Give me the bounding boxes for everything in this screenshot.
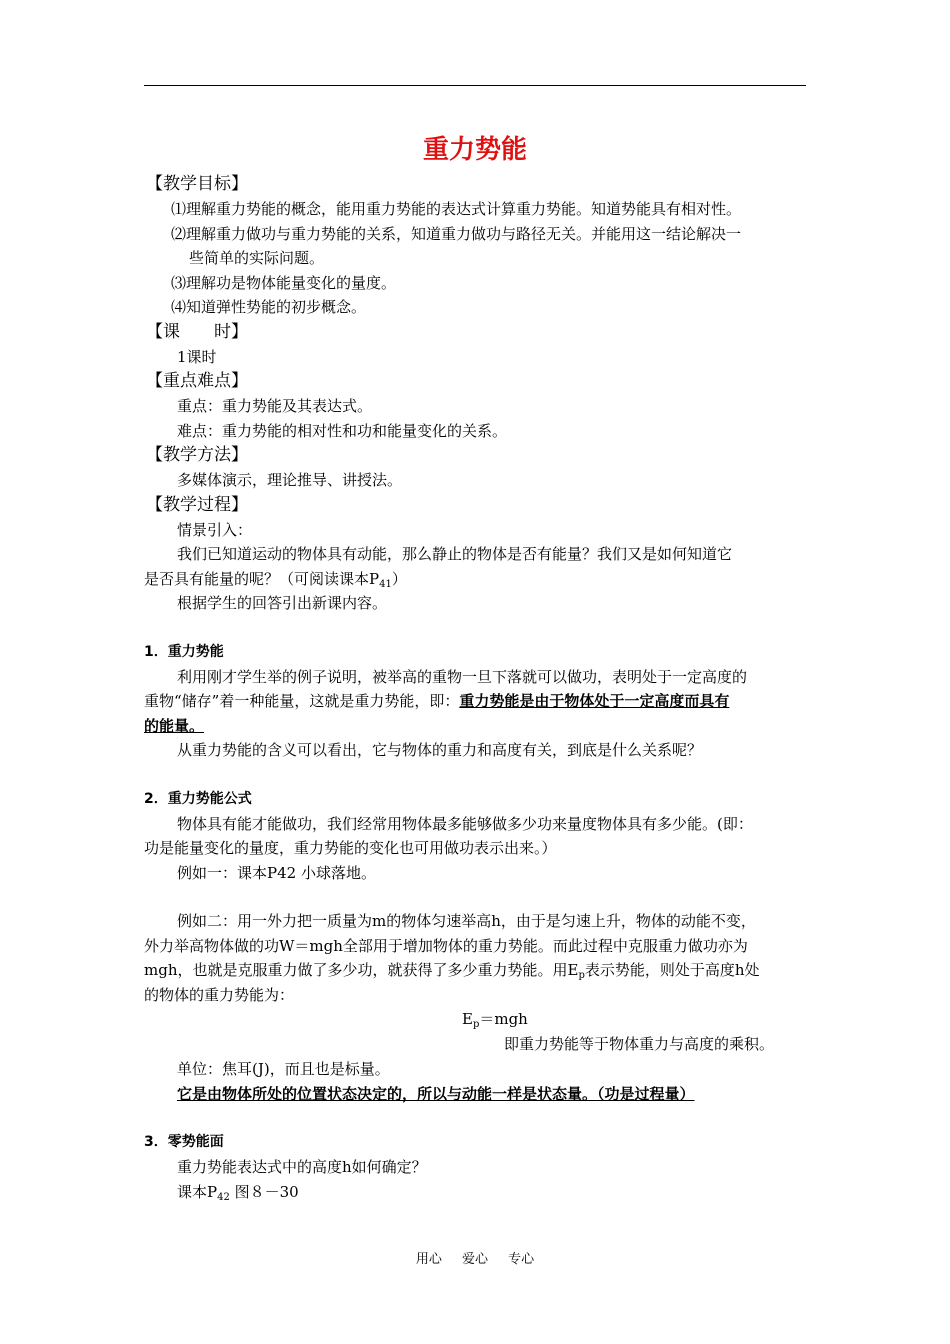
header-rule xyxy=(144,85,806,86)
section-1-question: 从重力势能的含义可以看出，它与物体的重力和高度有关，到底是什么关系呢？ xyxy=(177,741,703,759)
goal-item: ⑶理解功是物体能量变化的量度。 xyxy=(171,273,397,292)
heading-process: 【教学过程】 xyxy=(146,494,248,515)
page-title: 重力势能 xyxy=(422,135,527,165)
section-2-text: 功是能量变化的量度，重力势能的变化也可用做功表示出来。） xyxy=(144,839,557,857)
example-2-text: 的物体的重力势能为： xyxy=(144,985,295,1004)
heading-class-hours: 【课 时】 xyxy=(146,321,248,342)
unit-text: 单位：焦耳(J)，而且也是标量。 xyxy=(177,1060,390,1078)
document-body xyxy=(144,128,806,1204)
goal-item-continued: 些简单的实际问题。 xyxy=(189,249,325,267)
intro-paragraph-2: 根据学生的回答引出新课内容。 xyxy=(177,594,388,612)
gravity-potential-definition: 重力势能是由于物体处于一定高度而具有 xyxy=(459,692,730,710)
section-1-text xyxy=(144,714,806,739)
goal-item: ⑴理解重力势能的概念，能用重力势能的表达式计算重力势能。知道势能具有相对性。 xyxy=(171,200,742,218)
heading-key-points: 【重点难点】 xyxy=(146,371,248,391)
formula: $E_p=mgh$ xyxy=(462,1010,528,1030)
footer-text: 爱心 xyxy=(461,1252,488,1267)
key-point: 重点：重力势能及其表达式。 xyxy=(177,397,373,415)
section-3-heading: 3．零势能面 xyxy=(144,1134,224,1150)
state-quantity-statement: 它是由物体所处的位置状态决定的，所以与动能一样是状态量。（功是过程量） xyxy=(177,1084,695,1103)
intro-paragraph-line: 是否具有能量的呢？（可阅读课本$P_{41}$） xyxy=(144,569,407,590)
example-2-text: mgh，也就是克服重力做了多少功，就获得了多少重力势能。用$E_p$表示势能，则处于高度h处 xyxy=(144,961,760,981)
intro-label: 情景引入： xyxy=(177,520,253,539)
gravity-potential-definition-end: 的能量。 xyxy=(144,716,205,735)
section-2-heading: 2．重力势能公式 xyxy=(144,790,252,807)
section-3-reference: 课本$P_{42}$ 图８－30 xyxy=(177,1182,299,1203)
formula-note: 即重力势能等于物体重力与高度的乘积。 xyxy=(504,1035,775,1053)
difficult-point: 难点：重力势能的相对性和功和能量变化的关系。 xyxy=(177,421,508,440)
heading-teaching-goals: 【教学目标】 xyxy=(146,174,248,194)
footer-text: 专心 xyxy=(508,1252,535,1267)
heading-method: 【教学方法】 xyxy=(146,445,248,465)
example-1: 例如一：课本P42 小球落地。 xyxy=(177,863,376,882)
example-2-text: 外力举高物体做的功W＝mgh全部用于增加物体的重力势能。而此过程中克服重力做功亦为 xyxy=(144,936,748,955)
example-2-text: 例如二：用一外力把一质量为m的物体匀速举高h，由于是匀速上升，物体的动能不变， xyxy=(177,912,756,930)
section-1-text: 重物“储存”着一种能量，这就是重力势能，即：重力势能是由于物体处于一定高度而具有 xyxy=(144,692,730,710)
goal-item: ⑷知道弹性势能的初步概念。 xyxy=(171,298,367,316)
goal-item: ⑵理解重力做功与重力势能的关系，知道重力做功与路径无关。并能用这一结论解决一 xyxy=(171,224,742,243)
class-hours-value: 1课时 xyxy=(177,347,217,366)
section-3-question: 重力势能表达式中的高度h如何确定？ xyxy=(177,1158,427,1176)
section-1-heading: 1．重力势能 xyxy=(144,643,224,660)
page-footer xyxy=(0,1248,950,1267)
footer-text: 用心 xyxy=(415,1252,442,1267)
section-1-text: 利用刚才学生举的例子说明，被举高的重物一旦下落就可以做功，表明处于一定高度的 xyxy=(177,667,748,686)
intro-paragraph-line: 我们已知道运动的物体具有动能，那么静止的物体是否有能量？我们又是如何知道它 xyxy=(177,545,733,563)
section-2-text: 物体具有能才能做功，我们经常用物体最多能够做多少功来量度物体具有多少能。(即： xyxy=(177,814,753,833)
method-value: 多媒体演示，理论推导、讲授法。 xyxy=(177,471,403,489)
